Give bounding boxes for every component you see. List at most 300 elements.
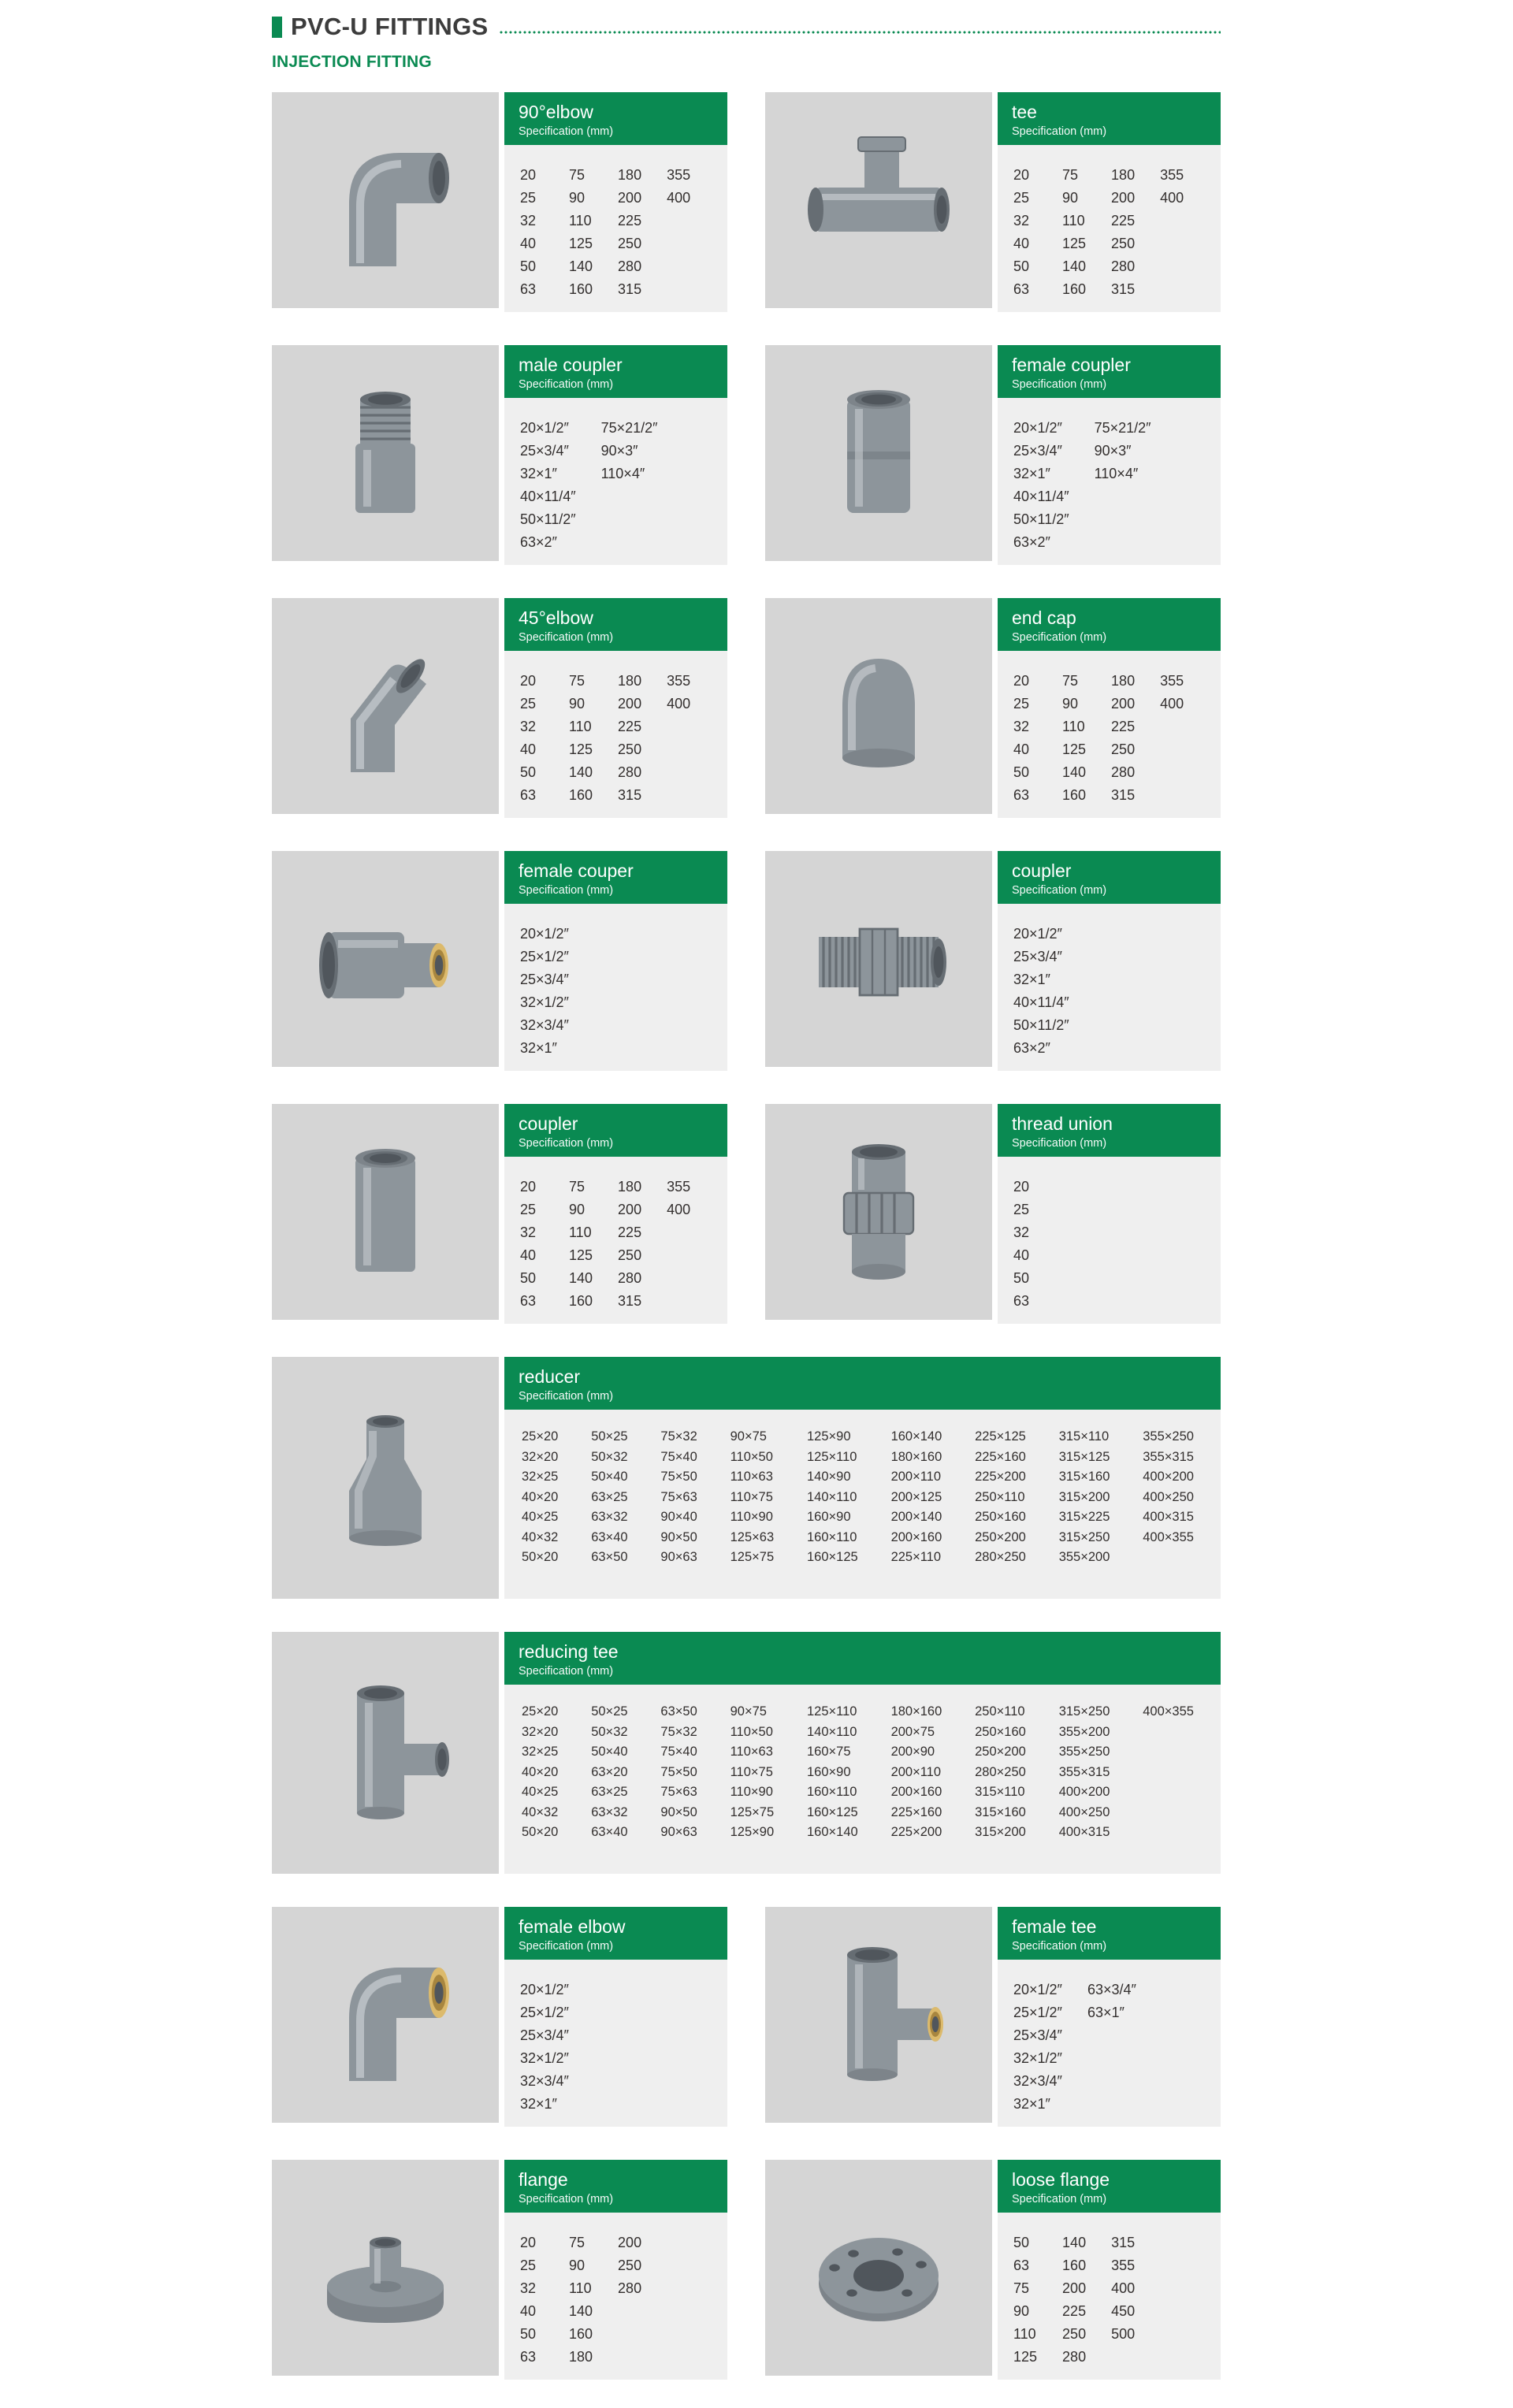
card-header (504, 1104, 727, 1157)
fitting-name: female couper (519, 860, 634, 881)
spec-unit-label: Specification (mm) (519, 125, 614, 138)
spec-value: 40×20 (522, 1764, 559, 1779)
spec-value: 63 (520, 787, 537, 803)
spec-column (569, 670, 593, 807)
spec-value: 63×3/4″ (1087, 1982, 1136, 1997)
fitting-card-coupler (272, 1104, 727, 1324)
spec-column (618, 1176, 641, 1313)
spec-value: 355 (1160, 167, 1184, 183)
spec-column (522, 1427, 558, 1568)
spec-value: 20 (520, 673, 537, 689)
spec-value: 125 (569, 1247, 593, 1263)
flange-product-image (272, 2160, 499, 2376)
card-header (504, 345, 727, 398)
spec-value: 90 (569, 1202, 585, 1217)
spec-value: 110×63 (730, 1745, 773, 1759)
spec-value: 50 (520, 2326, 537, 2342)
spec-value: 63 (1013, 1293, 1030, 1309)
spec-value: 20×1/2″ (520, 1982, 569, 1997)
spec-value: 63 (520, 281, 537, 297)
spec-value: 40 (1013, 741, 1030, 757)
dotted-leader-line (499, 31, 1221, 34)
fitting-name: tee (1012, 102, 1037, 122)
spec-column (522, 1702, 558, 1843)
fitting-name: flange (519, 2169, 568, 2190)
spec-value: 50×20 (522, 1550, 559, 1564)
spec-value: 25 (1013, 696, 1030, 712)
spec-value: 125×63 (730, 1529, 775, 1544)
reducer-illustration (303, 1399, 467, 1557)
spec-value: 125 (1062, 236, 1087, 251)
spec-column (618, 164, 641, 301)
card-header (504, 1357, 1221, 1410)
spec-column (1160, 670, 1184, 715)
spec-column (1087, 1979, 1136, 2024)
union-illustration (797, 1133, 961, 1291)
spec-value: 25×1/2″ (1013, 2005, 1062, 2020)
spec-value: 250 (1111, 741, 1136, 757)
spec-value: 90×75 (730, 1704, 767, 1719)
spec-value: 160 (1062, 2258, 1087, 2273)
spec-value: 40×11/4″ (1013, 489, 1069, 504)
fitting-card-nipple (765, 851, 1221, 1071)
elbow45-product-image (272, 598, 499, 814)
spec-panel (998, 1907, 1221, 2127)
spec-value: 400 (667, 1202, 691, 1217)
card-header (504, 92, 727, 145)
spec-value: 50×25 (591, 1704, 628, 1719)
spec-list (504, 1410, 1221, 1599)
spec-value: 400 (667, 190, 691, 206)
spec-value: 63 (1013, 281, 1030, 297)
spec-value: 63×25 (591, 1489, 628, 1504)
spec-value: 50×40 (591, 1745, 628, 1759)
spec-value: 315 (1111, 787, 1136, 803)
spec-unit-label: Specification (mm) (1012, 1940, 1107, 1953)
spec-value: 315×125 (1058, 1449, 1110, 1464)
spec-unit-label: Specification (mm) (1012, 378, 1107, 391)
spec-column (730, 1702, 775, 1843)
spec-value: 400×355 (1143, 1529, 1194, 1544)
spec-value: 315×250 (1058, 1529, 1110, 1544)
spec-value: 63×20 (591, 1764, 628, 1779)
spec-value: 40×11/4″ (1013, 994, 1069, 1010)
spec-value: 32×1/2″ (520, 2050, 569, 2066)
spec-value: 400×250 (1058, 1804, 1110, 1819)
spec-unit-label: Specification (mm) (519, 1137, 614, 1150)
spec-panel (504, 345, 727, 565)
card-header (998, 92, 1221, 145)
spec-column (1013, 670, 1037, 807)
spec-value: 225×160 (890, 1804, 942, 1819)
spec-value: 40×32 (522, 1804, 559, 1819)
spec-value: 40 (520, 741, 537, 757)
spec-value: 225×200 (890, 1825, 942, 1839)
spec-column (1013, 417, 1069, 554)
spec-value: 32 (1013, 1224, 1030, 1240)
spec-value: 315×225 (1058, 1510, 1110, 1524)
spec-value: 250 (618, 741, 642, 757)
spec-value: 50 (520, 1270, 537, 1286)
union-product-image (765, 1104, 992, 1320)
spec-panel (504, 598, 727, 818)
spec-value: 25 (520, 190, 537, 206)
spec-value: 200×140 (890, 1510, 942, 1524)
spec-value: 40×11/4″ (520, 489, 576, 504)
spec-column (520, 1176, 544, 1313)
spec-value: 25×1/2″ (520, 2005, 569, 2020)
spec-value: 355 (667, 673, 691, 689)
spec-value: 110 (1013, 2326, 1036, 2342)
reducing-tee-illustration (303, 1674, 467, 1832)
spec-panel (998, 92, 1221, 312)
spec-column (660, 1427, 697, 1568)
fitting-name: coupler (519, 1113, 578, 1134)
tee-illustration (797, 121, 961, 279)
spec-value: 180×160 (890, 1449, 942, 1464)
spec-value: 110×50 (730, 1724, 773, 1739)
spec-value: 110×50 (730, 1449, 773, 1464)
spec-unit-label: Specification (mm) (519, 884, 614, 897)
spec-value: 25 (1013, 190, 1030, 206)
spec-value: 63 (520, 2349, 537, 2365)
spec-value: 32×1″ (1013, 2096, 1050, 2112)
coupler-illustration (303, 1133, 467, 1291)
page-header (272, 13, 1221, 72)
fitting-card-tee (765, 92, 1221, 312)
fitting-name: reducing tee (519, 1641, 619, 1662)
spec-value: 125 (1013, 2349, 1038, 2365)
title-bullet-icon (272, 17, 282, 38)
spec-value: 75 (569, 2235, 585, 2250)
spec-column (520, 923, 569, 1060)
spec-value: 200×110 (890, 1764, 942, 1779)
fitting-name: thread union (1012, 1113, 1113, 1134)
spec-value: 110 (1062, 719, 1085, 734)
spec-value: 40 (520, 236, 537, 251)
spec-value: 140×110 (807, 1724, 857, 1739)
female-coupler-illustration (797, 374, 961, 532)
spec-column (520, 417, 576, 554)
spec-value: 63×2″ (520, 534, 557, 550)
flange-illustration (303, 2189, 467, 2347)
spec-value: 140×110 (807, 1489, 857, 1504)
spec-value: 355 (667, 167, 691, 183)
spec-column (618, 670, 641, 807)
spec-unit-label: Specification (mm) (519, 378, 614, 391)
fitting-name: female coupler (1012, 355, 1131, 375)
spec-panel (998, 598, 1221, 818)
spec-column (1013, 1979, 1062, 2116)
spec-value: 200×110 (890, 1470, 942, 1484)
spec-value: 315×200 (1058, 1489, 1110, 1504)
spec-value: 180 (569, 2349, 593, 2365)
spec-value: 32×3/4″ (520, 1017, 569, 1033)
spec-column (1160, 164, 1184, 210)
spec-value: 355 (1111, 2258, 1136, 2273)
spec-value: 110×75 (730, 1489, 773, 1504)
spec-list (504, 1157, 727, 1324)
spec-column (975, 1702, 1026, 1843)
spec-value: 32×3/4″ (1013, 2073, 1062, 2089)
spec-value: 225×200 (975, 1470, 1026, 1484)
spec-value: 110 (569, 1224, 592, 1240)
spec-value: 160×90 (807, 1510, 851, 1524)
spec-column (1062, 670, 1086, 807)
spec-unit-label: Specification (mm) (519, 1665, 614, 1678)
spec-value: 225 (1111, 213, 1136, 229)
spec-value: 50 (520, 764, 537, 780)
spec-value: 250×160 (975, 1724, 1026, 1739)
spec-value: 90×50 (660, 1529, 697, 1544)
spec-column (569, 2231, 593, 2369)
spec-value: 225 (1111, 719, 1136, 734)
spec-value: 400 (667, 696, 691, 712)
section-subtitle: INJECTION FITTING (272, 53, 432, 71)
coupler-product-image (272, 1104, 499, 1320)
spec-value: 32×1″ (1013, 972, 1050, 987)
male-coupler-illustration (303, 374, 467, 532)
spec-value: 225 (1062, 2303, 1087, 2319)
spec-value: 20×1/2″ (1013, 420, 1062, 436)
fitting-name: female elbow (519, 1916, 626, 1937)
spec-value: 110×90 (730, 1510, 773, 1524)
spec-value: 400 (1160, 696, 1184, 712)
spec-column (1111, 670, 1135, 807)
spec-value: 315 (1111, 2235, 1136, 2250)
spec-value: 355×200 (1058, 1724, 1110, 1739)
fitting-card-female-tee (765, 1907, 1221, 2127)
spec-column (807, 1427, 858, 1568)
spec-value: 200×160 (890, 1529, 942, 1544)
fitting-card-male-coupler (272, 345, 727, 565)
spec-column (569, 164, 593, 301)
spec-value: 110 (569, 213, 592, 229)
spec-value: 110×90 (730, 1785, 773, 1799)
spec-value: 180×160 (890, 1704, 942, 1719)
spec-value: 160 (569, 787, 593, 803)
female-elbow-product-image (272, 1907, 499, 2123)
title-row (272, 13, 1221, 41)
spec-value: 280 (618, 764, 642, 780)
spec-value: 32×1/2″ (520, 994, 569, 1010)
spec-column (1143, 1427, 1194, 1548)
spec-value: 315×160 (975, 1804, 1026, 1819)
spec-value: 280 (1062, 2349, 1087, 2365)
spec-value: 32 (1013, 213, 1030, 229)
female-coupler-product-image (765, 345, 992, 561)
spec-panel (504, 1104, 727, 1324)
spec-value: 355 (667, 1179, 691, 1195)
spec-value: 63×32 (591, 1510, 628, 1524)
spec-value: 63×1″ (1087, 2005, 1125, 2020)
spec-value: 25 (1013, 1202, 1030, 1217)
card-header (504, 2160, 727, 2213)
spec-value: 90 (569, 2258, 585, 2273)
spec-column (891, 1702, 942, 1843)
spec-value: 25×3/4″ (1013, 2027, 1062, 2043)
spec-value: 180 (618, 1179, 642, 1195)
spec-value: 500 (1111, 2326, 1136, 2342)
spec-value: 32×1″ (1013, 466, 1050, 481)
spec-value: 40 (520, 2303, 537, 2319)
spec-value: 355×315 (1058, 1764, 1110, 1779)
spec-value: 250 (1062, 2326, 1087, 2342)
spec-value: 32×20 (522, 1449, 559, 1464)
spec-value: 125 (569, 236, 593, 251)
spec-value: 63×25 (591, 1785, 628, 1799)
spec-column (1143, 1702, 1194, 1722)
spec-value: 32×1/2″ (1013, 2050, 1062, 2066)
spec-unit-label: Specification (mm) (519, 2193, 614, 2205)
spec-value: 200 (618, 2235, 642, 2250)
spec-value: 280 (618, 2280, 642, 2296)
spec-value: 20 (520, 167, 537, 183)
spec-panel (998, 2160, 1221, 2380)
spec-value: 75 (569, 167, 585, 183)
fitting-card-endcap (765, 598, 1221, 818)
female-couper-illustration (303, 880, 467, 1038)
spec-value: 20×1/2″ (1013, 1982, 1062, 1997)
spec-value: 63×50 (660, 1704, 697, 1719)
fitting-name: end cap (1012, 608, 1076, 628)
spec-column (1013, 923, 1069, 1060)
spec-value: 315 (618, 787, 642, 803)
spec-value: 32×1″ (520, 1040, 557, 1056)
spec-value: 20 (1013, 1179, 1030, 1195)
spec-value: 110×75 (730, 1764, 773, 1779)
spec-value: 160×125 (807, 1804, 858, 1819)
spec-list (504, 1685, 1221, 1874)
spec-column (1111, 164, 1135, 301)
card-header (504, 851, 727, 904)
spec-value: 160×140 (890, 1429, 942, 1444)
fitting-name: female tee (1012, 1916, 1097, 1937)
spec-column (1111, 2231, 1135, 2346)
spec-value: 160 (1062, 281, 1087, 297)
spec-value: 250×160 (975, 1510, 1026, 1524)
card-header (998, 345, 1221, 398)
spec-value: 63 (1013, 2258, 1030, 2273)
fitting-name: reducer (519, 1366, 580, 1387)
spec-value: 180 (618, 673, 642, 689)
page-title: PVC-U FITTINGS (291, 13, 489, 40)
card-header (504, 598, 727, 651)
spec-value: 50×32 (591, 1724, 628, 1739)
spec-unit-label: Specification (mm) (1012, 125, 1107, 138)
spec-value: 20 (1013, 167, 1030, 183)
spec-value: 315×160 (1058, 1470, 1110, 1484)
spec-value: 25 (520, 696, 537, 712)
spec-value: 200×90 (890, 1745, 935, 1759)
spec-value: 32×25 (522, 1745, 559, 1759)
spec-value: 110×4″ (1094, 466, 1139, 481)
spec-value: 125×90 (807, 1429, 851, 1444)
spec-unit-label: Specification (mm) (1012, 631, 1107, 644)
spec-value: 50×32 (591, 1449, 628, 1464)
spec-column (569, 1176, 593, 1313)
spec-value: 25×3/4″ (1013, 949, 1062, 964)
loose-flange-illustration (797, 2189, 961, 2347)
spec-value: 280×250 (975, 1764, 1026, 1779)
spec-value: 25×3/4″ (1013, 443, 1062, 459)
spec-value: 315×110 (1058, 1429, 1110, 1444)
spec-value: 200 (618, 696, 642, 712)
spec-value: 250×110 (975, 1704, 1025, 1719)
spec-value: 160 (569, 2326, 593, 2342)
spec-value: 50 (1013, 258, 1030, 274)
spec-column (520, 164, 544, 301)
spec-value: 110 (569, 719, 592, 734)
spec-value: 200 (1111, 696, 1136, 712)
spec-list (504, 398, 727, 565)
spec-value: 75 (569, 673, 585, 689)
spec-panel (504, 1632, 1221, 1874)
spec-value: 32×25 (522, 1470, 559, 1484)
spec-value: 90×50 (660, 1804, 697, 1819)
spec-unit-label: Specification (mm) (519, 631, 614, 644)
spec-value: 250×110 (975, 1489, 1025, 1504)
spec-value: 50 (1013, 2235, 1030, 2250)
spec-value: 355 (1160, 673, 1184, 689)
spec-value: 125×90 (730, 1825, 775, 1839)
spec-value: 50 (1013, 1270, 1030, 1286)
spec-value: 180 (618, 167, 642, 183)
spec-value: 225×125 (975, 1429, 1026, 1444)
spec-value: 25 (520, 2258, 537, 2273)
spec-column (1059, 1427, 1110, 1568)
nipple-product-image (765, 851, 992, 1067)
fitting-name: 45°elbow (519, 608, 593, 628)
spec-value: 75×32 (660, 1724, 697, 1739)
tee-product-image (765, 92, 992, 308)
spec-value: 25×1/2″ (520, 949, 569, 964)
spec-column (520, 670, 544, 807)
spec-value: 75×50 (660, 1470, 697, 1484)
spec-value: 200×125 (890, 1489, 942, 1504)
spec-value: 25×3/4″ (520, 972, 569, 987)
spec-value: 110×63 (730, 1470, 773, 1484)
spec-value: 110 (569, 2280, 592, 2296)
spec-panel (504, 1907, 727, 2127)
spec-column (591, 1702, 627, 1843)
spec-value: 20×1/2″ (1013, 926, 1062, 942)
fitting-card-female-elbow (272, 1907, 727, 2127)
card-header (504, 1907, 727, 1960)
spec-column (601, 417, 658, 485)
fitting-card-flange (272, 2160, 727, 2380)
spec-value: 90 (569, 696, 585, 712)
spec-value: 75×50 (660, 1764, 697, 1779)
spec-value: 200×160 (890, 1785, 942, 1799)
spec-value: 200 (618, 1202, 642, 1217)
spec-value: 50×11/2″ (1013, 511, 1069, 527)
spec-value: 400 (1111, 2280, 1136, 2296)
spec-value: 315 (1111, 281, 1136, 297)
spec-column (1013, 2231, 1037, 2369)
spec-value: 63×40 (591, 1529, 628, 1544)
spec-value: 250×200 (975, 1529, 1026, 1544)
spec-panel (504, 851, 727, 1071)
spec-value: 400×315 (1058, 1825, 1110, 1839)
fitting-card-loose-flange (765, 2160, 1221, 2380)
card-header (504, 1632, 1221, 1685)
spec-column (1062, 164, 1086, 301)
spec-value: 400×200 (1143, 1470, 1194, 1484)
reducer-product-image (272, 1357, 499, 1599)
spec-value: 180 (1111, 167, 1136, 183)
spec-value: 40 (1013, 236, 1030, 251)
